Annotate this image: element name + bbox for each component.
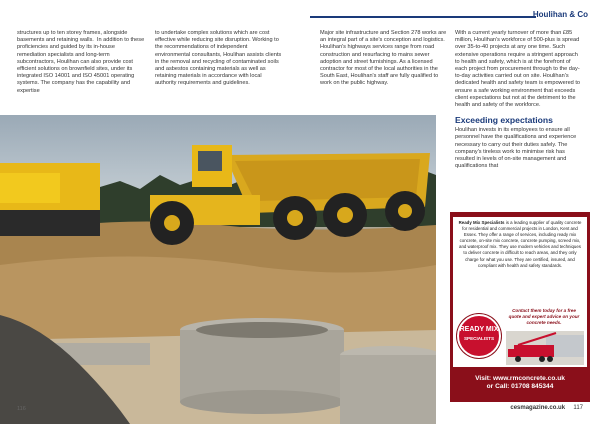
header-rule-line [310,16,536,18]
advert-phone[interactable]: or Call: 01708 845344 [486,383,554,390]
advert-website-link[interactable]: Visit: www.rmconcrete.co.uk [475,375,565,382]
advert-contact[interactable] [450,375,590,391]
page-number-left: 116 [17,406,26,412]
page-header [300,8,600,28]
column-1-text: structures up to ten storey frames, alongside basements and retaining walls. In addition to these proficiencies and guided by its in-house remediation specialists and long-term subcontractors, Houlihan can also provide cost efficient solutions on brownfield sites, under its integrated ISO 14001 and ISO 45001 operating systems. The company has the capability and expertise [17,30,145,94]
page-footer-right [510,405,583,411]
page-number-right: 117 [573,405,583,411]
column-2-text: to undertake complex solutions which are cost effective while reducing site disruption. Working to the recommendations of independent environmental consultants, Houlihan assists clients in the removal and recycling of contaminated soils and asbestos containing materials as well as retaining materials in accordance with local authority requirements and guidelines. [155,30,282,87]
column-3-text: Major site infrastructure and Section 278 works are an integral part of a site's conception and logistics. Houlihan's highways services range from road construction and resurfacing to mains sewer adoption and street furnishings. As a licensed contractor for most of the local authorities in the South East, Houlihan's staff are fully qualified to work on the public highway. [320,30,447,87]
advert-text [458,220,582,269]
advert-description: is a leading supplier of quality concrete for residential and commercial projects in London, Kent and Essex. They offer a range of services, including ready mix concrete, on-site mix concrete, concrete pumping, screed mix, and waterproof mix. They use modern vehicles and techniques to deliver concrete in difficult to reach areas, and they only charge for what you use. They are certified, insured, and compliant with health and safety standards. [459,220,582,268]
logo-line-2: SPECIALISTS [463,336,495,341]
column-4-paragraph-2: Houlihan invests in its employees to ensure all personnel have the qualifications and experience necessary to carry out their duties safely. The company's tireless work to minimise risk has resulted in levels of on-site management and qualifications that [455,127,577,170]
ready-mix-logo [457,314,501,358]
article-column-2 [155,30,283,88]
logo-line-1: READY MIX [459,326,499,333]
footer-site[interactable]: cesmagazine.co.uk [510,405,566,411]
column-4-paragraph-1: With a current yearly turnover of more than £85 million, Houlihan's workforce of 500-plus is spread over 35-to-40 projects at any one time. Such extensive operations require a stringent approach to health and safety, which is at the forefront of each project from procurement through to the day-to-day activities carried out on site. Houlihan's dedicated health and safety team is empowered to ensure a safe working environment that exceeds client expectations but not at the detriment to the health and safety of the workforce. [455,30,581,109]
header-brand: Houlihan & Co [532,10,588,19]
construction-site-photo [0,115,436,424]
dump-truck-illustration [0,115,436,424]
concrete-pump-truck-image [506,331,584,365]
article-column-4 [455,30,583,170]
advert-company-name: Ready Mix Specialists [458,220,505,225]
advert-callout: Contact them today for a free quote and expert advice on your concrete needs. [508,308,580,325]
section-heading: Exceeding expectations [455,115,553,126]
article-column-3 [320,30,448,88]
ready-mix-advert[interactable] [450,212,590,402]
article-column-1 [17,30,145,95]
